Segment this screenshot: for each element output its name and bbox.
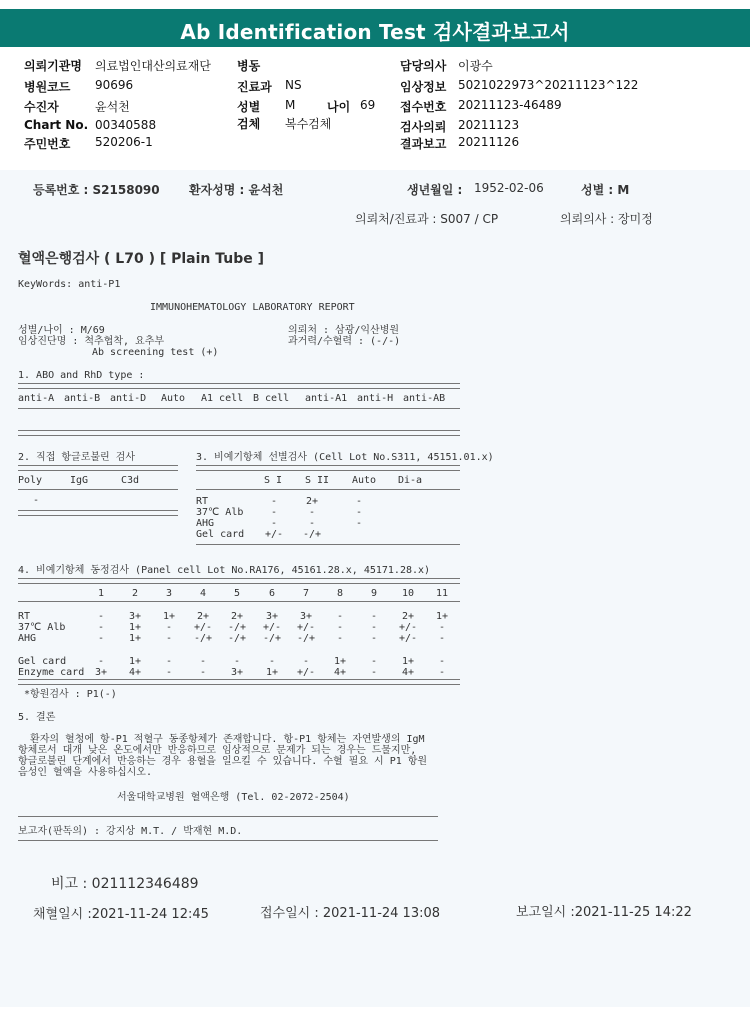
sex-label: 성별 [237, 100, 261, 114]
panel-cell: -/+ [227, 633, 247, 644]
dat-mid-rule [18, 489, 178, 490]
screen-title: 3. 비예기항체 선별검사 (Cell Lot No.S311, 45151.01.x) [196, 452, 494, 463]
resident-no-label: 주민번호 [24, 137, 71, 151]
report-date-label: 결과보고 [400, 137, 447, 151]
hospital-code-value: 90696 [95, 78, 134, 92]
panel-cell: - [302, 656, 310, 667]
clinical-info-label: 임상정보 [400, 80, 447, 94]
panel-cell: 2+ [196, 611, 210, 622]
panel-cell: - [370, 633, 378, 644]
panel-cell: 1+ [265, 667, 279, 678]
panel-cell: - [336, 633, 344, 644]
screen-mid-rule [196, 489, 460, 490]
panel-cell: - [165, 667, 173, 678]
panel-cell: - [97, 622, 105, 633]
recipient-label: 수진자 [24, 100, 59, 114]
doctor-label: 담당의사 [400, 59, 447, 73]
screen-cell: - [355, 496, 363, 507]
panel-cell: -/+ [227, 622, 247, 633]
panel-row-label: AHG [18, 633, 37, 644]
screen-cell: - [270, 507, 278, 518]
screen-cell: - [270, 496, 278, 507]
requester: 의뢰처 : 삼광/익산병원 [288, 325, 400, 336]
panel-column-header: 3 [165, 588, 173, 599]
reporter: 보고자(판독의) : 강지상 M.T. / 박재현 M.D. [18, 826, 243, 837]
panel-column-header: 9 [370, 588, 378, 599]
screen-row-label: 37℃ Alb [196, 507, 244, 518]
screen-row-label: Gel card [196, 529, 245, 540]
lab-report-title: IMMUNOHEMATOLOGY LABORATORY REPORT [150, 302, 355, 313]
antigen-test: *항원검사 : P1(-) [24, 689, 117, 700]
screen-cell: 2+ [305, 496, 319, 507]
panel-row-label: Enzyme card [18, 667, 85, 678]
reporter-bottom-rule [18, 840, 438, 841]
panel-cell: 1+ [435, 611, 449, 622]
screen-header: S II [305, 475, 330, 486]
panel-cell: 3+ [230, 667, 244, 678]
panel-cell: +/- [296, 622, 316, 633]
panel-cell: +/- [296, 667, 316, 678]
reported-time: 보고일시 :2021-11-25 14:22 [516, 905, 692, 920]
panel-cell: -/+ [193, 633, 213, 644]
panel-column-header: 11 [435, 588, 449, 599]
panel-cell: +/- [193, 622, 213, 633]
patient-name: 환자성명 : 윤석천 [189, 183, 284, 197]
doctor-value: 이광수 [458, 59, 493, 73]
screen-header: Auto [352, 475, 377, 486]
panel-cell: - [336, 611, 344, 622]
abo-header: B cell [253, 393, 290, 404]
specimen-value: 복수검체 [285, 117, 332, 131]
panel-cell: 2+ [230, 611, 244, 622]
referral-dept: 의뢰처/진료과 : S007 / CP [355, 212, 499, 226]
panel-cell: 2+ [401, 611, 415, 622]
panel-cell: 4+ [333, 667, 347, 678]
panel-row-label: RT [18, 611, 31, 622]
dob-label: 생년월일 : [407, 183, 463, 197]
sex-age: 성별/나이 : M/69 [18, 325, 105, 336]
panel-column-header: 2 [131, 588, 139, 599]
panel-cell: 1+ [128, 622, 142, 633]
reception-no-label: 접수번호 [400, 100, 447, 114]
ward-label: 병동 [237, 59, 261, 73]
panel-cell: - [370, 611, 378, 622]
hospital-code-label: 병원코드 [24, 80, 71, 94]
panel-cell: 1+ [128, 633, 142, 644]
abo-header: anti-A1 [305, 393, 348, 404]
screen-header: S I [264, 475, 283, 486]
abo-header: anti-B [64, 393, 101, 404]
panel-cell: 1+ [401, 656, 415, 667]
panel-cell: - [370, 656, 378, 667]
panel-cell: +/- [398, 622, 418, 633]
history: 과거력/수혈력 : (-/-) [288, 336, 401, 347]
panel-column-header: 7 [302, 588, 310, 599]
panel-cell: 3+ [94, 667, 108, 678]
referring-doctor: 의뢰의사 : 장미정 [560, 212, 653, 226]
registration-number: 등록번호 : S2158090 [33, 183, 160, 197]
collected-time: 채혈일시 :2021-11-24 12:45 [33, 907, 209, 922]
chart-no-label: Chart No. [24, 118, 89, 132]
panel-mid-rule [18, 601, 460, 602]
panel-cell: - [438, 633, 446, 644]
panel-cell: 4+ [401, 667, 415, 678]
panel-cell: -/+ [262, 633, 282, 644]
dat-header: C3d [121, 475, 140, 486]
panel-title: 4. 비예기항체 동정검사 (Panel cell Lot No.RA176, 45161.28.x, 45171.28.x) [18, 565, 431, 576]
abo-top-rule [18, 383, 460, 389]
panel-cell: 1+ [128, 656, 142, 667]
panel-row-label: 37℃ Alb [18, 622, 66, 633]
dat-header: IgG [70, 475, 89, 486]
report-title: Ab Identification Test 검사결과보고서 [180, 20, 570, 44]
screen-cell: - [270, 518, 278, 529]
conclusion-title: 5. 결론 [18, 712, 56, 723]
panel-column-header: 8 [336, 588, 344, 599]
dat-value: - [33, 495, 40, 506]
received-time: 접수일시 : 2021-11-24 13:08 [260, 906, 441, 921]
dat-header: Poly [18, 475, 43, 486]
dob-value: 1952-02-06 [474, 181, 544, 195]
conclusion-line: 음성인 혈액을 사용하십시오. [18, 767, 152, 778]
sex-value: M [285, 98, 296, 112]
panel-cell: - [165, 656, 173, 667]
reception-no-value: 20211123-46489 [458, 98, 562, 112]
panel-cell: -/+ [296, 633, 316, 644]
screen-row-label: RT [196, 496, 209, 507]
panel-cell: - [370, 667, 378, 678]
panel-cell: - [199, 656, 207, 667]
panel-cell: 1+ [333, 656, 347, 667]
abo-header: Auto [161, 393, 186, 404]
screen-cell: - [308, 507, 316, 518]
diagnosis: 임상진단명 : 척추협착, 요추부 [18, 336, 165, 347]
recipient-value: 윤석천 [95, 100, 130, 114]
panel-cell: 3+ [299, 611, 313, 622]
panel-cell: - [438, 656, 446, 667]
panel-cell: - [438, 622, 446, 633]
dept-label: 진료과 [237, 80, 272, 94]
panel-column-header: 5 [233, 588, 241, 599]
abo-mid-rule [18, 408, 460, 409]
abo-header: A1 cell [201, 393, 244, 404]
conclusion-line: 항체로서 대개 낮은 온도에서만 반응하므로 임상적으로 문제가 되는 경우는 드물지만, [18, 745, 417, 756]
panel-cell: - [268, 656, 276, 667]
panel-cell: +/- [262, 622, 282, 633]
resident-no-value: 520206-1 [95, 135, 153, 149]
conclusion-line: 항글로불린 단계에서 반응하는 경우 용혈을 일으킬 수 있습니다. 수혈 필요 시 P1 항원 [18, 756, 428, 767]
institution-label: 의뢰기관명 [24, 59, 82, 73]
institution-value: 의료법인대산의료재단 [95, 59, 211, 73]
panel-cell: - [97, 611, 105, 622]
age-value: 69 [360, 98, 376, 112]
keywords: KeyWords: anti-P1 [18, 279, 121, 290]
institution-contact: 서울대학교병원 혈액은행 (Tel. 02-2072-2504) [117, 792, 350, 803]
panel-cell: 4+ [128, 667, 142, 678]
abo-title: 1. ABO and RhD type : [18, 370, 145, 381]
panel-bottom-rule [18, 679, 460, 685]
patient-sex: 성별 : M [581, 183, 630, 197]
dat-title: 2. 직접 항글로불린 검사 [18, 452, 136, 463]
screen-header: Di-a [398, 475, 423, 486]
panel-cell: - [233, 656, 241, 667]
clinical-info-value: 5021022973^20211123^122 [458, 78, 639, 92]
panel-cell: 3+ [265, 611, 279, 622]
screen-cell: -/+ [302, 529, 322, 540]
panel-cell: - [370, 622, 378, 633]
panel-cell: - [199, 667, 207, 678]
screen-bottom-rule [196, 544, 460, 545]
reporter-top-rule [18, 816, 438, 817]
chart-no-value: 00340588 [95, 118, 157, 132]
dat-top-rule [18, 465, 178, 471]
panel-row-label: Gel card [18, 656, 67, 667]
screen-cell: - [308, 518, 316, 529]
panel-cell: - [97, 633, 105, 644]
abo-bottom-rule [18, 430, 460, 436]
abo-header: anti-D [110, 393, 147, 404]
panel-column-header: 1 [97, 588, 105, 599]
section-title: 혈액은행검사 ( L70 ) [ Plain Tube ] [18, 251, 265, 267]
panel-top-rule [18, 578, 460, 584]
dat-bottom-rule [18, 510, 178, 516]
test-request-value: 20211123 [458, 118, 520, 132]
screen-cell: - [355, 507, 363, 518]
panel-cell: - [97, 656, 105, 667]
screen-cell: +/- [264, 529, 284, 540]
abo-header: anti-A [18, 393, 55, 404]
title-bar [0, 9, 750, 47]
dept-value: NS [285, 78, 302, 92]
screen-row-label: AHG [196, 518, 215, 529]
abo-header: anti-AB [403, 393, 446, 404]
panel-cell: - [165, 633, 173, 644]
panel-column-header: 6 [268, 588, 276, 599]
age-label: 나이 [327, 100, 351, 114]
panel-cell: +/- [398, 633, 418, 644]
screen-cell: - [355, 518, 363, 529]
footer-note: 비고 : 021112346489 [51, 876, 199, 892]
panel-cell: - [336, 622, 344, 633]
screening-result: Ab screening test (+) [92, 347, 219, 358]
report-date-value: 20211126 [458, 135, 520, 149]
test-request-label: 검사의뢰 [400, 120, 447, 134]
panel-cell: - [165, 622, 173, 633]
panel-column-header: 10 [401, 588, 415, 599]
abo-header: anti-H [357, 393, 394, 404]
panel-cell: 3+ [128, 611, 142, 622]
conclusion-line: 환자의 혈청에 항-P1 적혈구 동종항체가 존재합니다. 항-P1 항체는 자연발생의 IgM [18, 734, 425, 745]
screen-top-rule [196, 465, 460, 471]
panel-column-header: 4 [199, 588, 207, 599]
specimen-label: 검체 [237, 117, 261, 131]
panel-cell: - [438, 667, 446, 678]
panel-cell: 1+ [162, 611, 176, 622]
